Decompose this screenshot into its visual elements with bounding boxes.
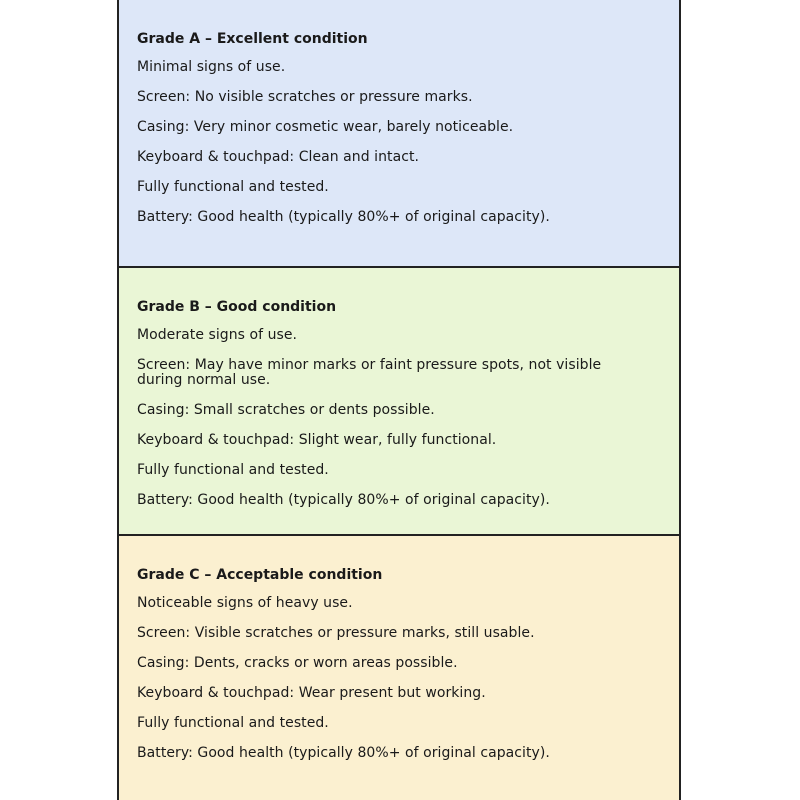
grade-sheet: [117, 0, 681, 800]
grade-b-line: Screen: May have minor marks or faint pressure spots, not visible during normal use.: [137, 357, 602, 388]
grade-a-line: Casing: Very minor cosmetic wear, barely noticeable.: [137, 119, 514, 135]
grade-b-line: Keyboard & touchpad: Slight wear, fully functional.: [137, 432, 497, 448]
grade-b-title: Grade B – Good condition: [137, 299, 337, 315]
grade-c-section: [119, 536, 679, 800]
grade-b-line: Moderate signs of use.: [137, 327, 297, 343]
grade-c-line: Noticeable signs of heavy use.: [137, 595, 353, 611]
grade-a-section: [119, 0, 679, 268]
grade-c-line: Keyboard & touchpad: Wear present but working.: [137, 685, 486, 701]
grade-b-section: [119, 268, 679, 536]
grade-a-line: Keyboard & touchpad: Clean and intact.: [137, 149, 419, 165]
grade-a-line: Screen: No visible scratches or pressure marks.: [137, 89, 473, 105]
grade-c-title: Grade C – Acceptable condition: [137, 567, 383, 583]
grade-b-line: Casing: Small scratches or dents possible.: [137, 402, 435, 418]
grade-a-line: Battery: Good health (typically 80%+ of original capacity).: [137, 209, 550, 225]
grade-c-line: Battery: Good health (typically 80%+ of original capacity).: [137, 745, 550, 761]
grade-a-line: Fully functional and tested.: [137, 179, 329, 195]
grade-b-line: Battery: Good health (typically 80%+ of original capacity).: [137, 492, 550, 508]
grade-a-line: Minimal signs of use.: [137, 59, 286, 75]
grade-c-line: Casing: Dents, cracks or worn areas possible.: [137, 655, 458, 671]
grade-c-line: Fully functional and tested.: [137, 715, 329, 731]
grade-b-line: Fully functional and tested.: [137, 462, 329, 478]
grade-a-title: Grade A – Excellent condition: [137, 31, 368, 47]
grade-c-line: Screen: Visible scratches or pressure marks, still usable.: [137, 625, 535, 641]
